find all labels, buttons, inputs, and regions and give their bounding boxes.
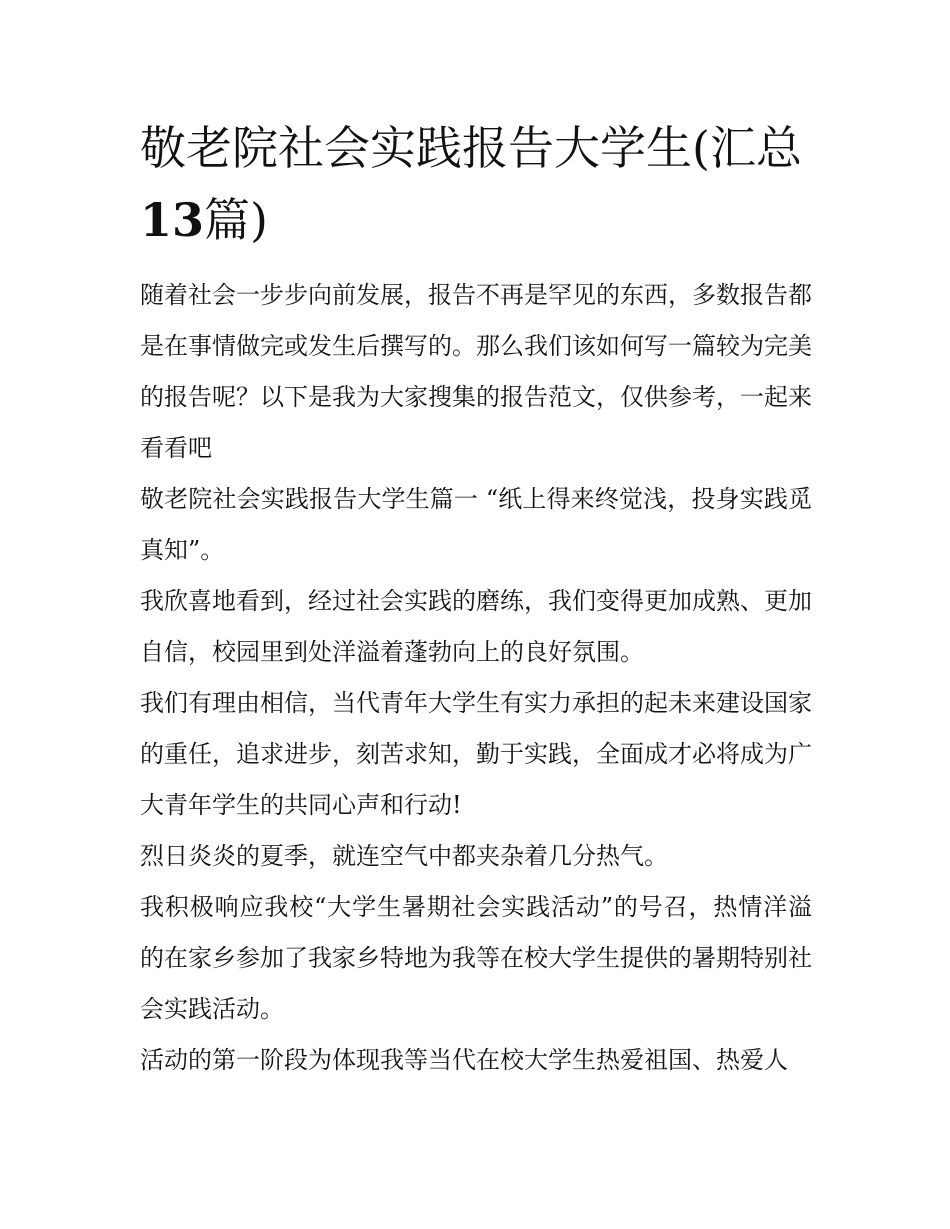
document-title: 敬老院社会实践报告大学生(汇总13篇) [140, 121, 802, 247]
paragraph: 敬老院社会实践报告大学生篇一 “纸上得来终觉浅，投身实践觅真知”。 [140, 485, 812, 564]
paragraph: 我欣喜地看到，经过社会实践的磨练，我们变得更加成熟、更加自信，校园里到处洋溢着蓬勃向上的良好氛围。 [140, 587, 812, 666]
paragraph: 我们有理由相信，当代青年大学生有实力承担的起未来建设国家的重任，追求进步，刻苦求知，勤于实践，全面成才必将成为广大青年学生的共同心声和行动! [140, 689, 812, 819]
paragraph: 我积极响应我校“大学生暑期社会实践活动”的号召，热情洋溢的在家乡参加了我家乡特地为我等在校大学生提供的暑期特别社会实践活动。 [140, 893, 812, 1023]
document-body [140, 112, 812, 1086]
paragraph: 活动的第一阶段为体现我等当代在校大学生热爱祖国、热爱人 [140, 1046, 788, 1074]
paragraph: 烈日炎炎的夏季，就连空气中都夹杂着几分热气。 [140, 842, 668, 870]
paragraph: 随着社会一步步向前发展，报告不再是罕见的东西，多数报告都是在事情做完或发生后撰写的。那么我们该如何写一篇较为完美的报告呢？以下是我为大家搜集的报告范文，仅供参考，一起来看看吧 [140, 281, 812, 462]
